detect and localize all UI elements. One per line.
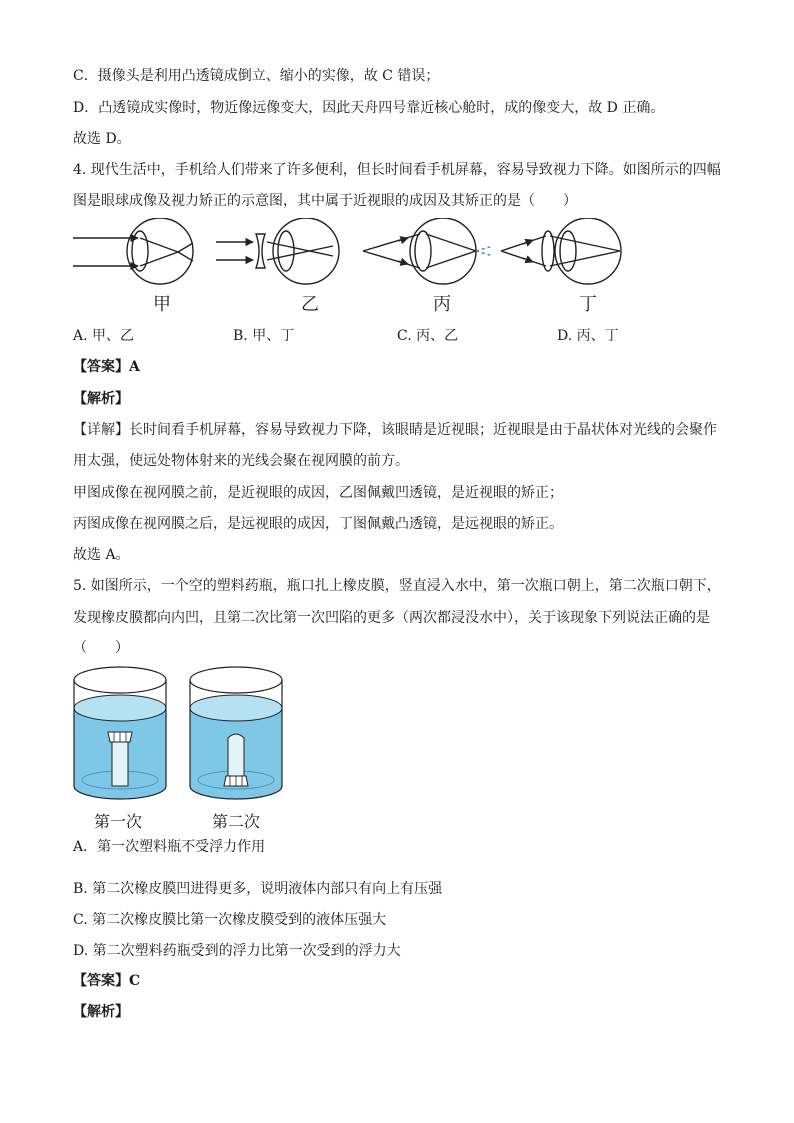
question-5-text: 5. 如图所示，一个空的塑料药瓶，瓶口扎上橡皮膜，竖直浸入水中，第一次瓶口朝上，第二次瓶口朝下， — [73, 578, 721, 594]
beakers-figure — [68, 664, 288, 808]
text-line: 丙图成像在视网膜之后，是远视眼的成因，丁图佩戴凸透镜，是远视眼的矫正。 — [73, 516, 563, 532]
beaker-first — [74, 667, 166, 799]
text-line: C．摄像头是利用凸透镜成倒立、缩小的实像，故 C 错误； — [73, 68, 440, 84]
eye-jia — [73, 218, 193, 284]
eye-yi — [216, 218, 339, 284]
option-a: A．第一次塑料瓶不受浮力作用 — [73, 839, 266, 855]
text-line: D．凸透镜成实像时，物近像远像变大，因此天舟四号靠近核心舱时，成的像变大，故 D 正确。 — [73, 100, 665, 116]
option-d: D. 丙、丁 — [557, 328, 619, 344]
beaker-second — [190, 667, 282, 799]
analysis-label: 【解析】 — [73, 391, 129, 407]
question-5-text: 发现橡皮膜都向内凹，且第二次比第一次凹陷的更多（两次都浸没水中），关于该现象下列说法正确的是 — [73, 610, 710, 626]
answer-label: 【答案】A — [73, 359, 140, 375]
option-c: C. 丙、乙 — [397, 328, 459, 344]
text-line: 【详解】长时间看手机屏幕，容易导致视力下降，该眼睛是近视眼；近视眼是由于晶状体对光线的会聚作 — [73, 422, 717, 438]
eye-caption: 丙 — [433, 294, 451, 315]
question-4-text: 4. 现代生活中，手机给人们带来了许多便利，但长时间看手机屏幕，容易导致视力下降。如图所示的四幅 — [73, 162, 721, 178]
eye-bing — [363, 218, 493, 284]
eye-ding — [501, 218, 621, 284]
option-b: B. 第二次橡皮膜凹进得更多，说明液体内部只有向上有压强 — [73, 881, 443, 897]
question-5-text: （ ） — [73, 640, 129, 656]
option-c: C. 第二次橡皮膜比第一次橡皮膜受到的液体压强大 — [73, 912, 387, 928]
text-line: 甲图成像在视网膜之前，是近视眼的成因，乙图佩戴凹透镜，是近视眼的矫正； — [73, 485, 563, 501]
eye-caption: 丁 — [579, 294, 597, 315]
option-a: A. 甲、乙 — [73, 328, 135, 344]
text-line: 故选 D。 — [73, 131, 131, 147]
text-line: 用太强，使远处物体射来的光线会聚在视网膜的前方。 — [73, 453, 409, 469]
eye-caption: 乙 — [301, 294, 319, 315]
option-b: B. 甲、丁 — [233, 328, 295, 344]
answer-label: 【答案】C — [73, 973, 141, 989]
analysis-label: 【解析】 — [73, 1004, 129, 1020]
eye-caption: 甲 — [153, 294, 171, 315]
question-4-text: 图是眼球成像及视力矫正的示意图，其中属于近视眼的成因及其矫正的是（ ） — [73, 193, 577, 209]
text-line: 故选 A。 — [73, 547, 130, 563]
option-d: D. 第二次塑料药瓶受到的浮力比第一次受到的浮力大 — [73, 943, 401, 959]
beaker-caption: 第二次 — [212, 812, 261, 831]
beaker-caption: 第一次 — [94, 812, 143, 831]
eye-diagram-figure — [68, 218, 628, 288]
